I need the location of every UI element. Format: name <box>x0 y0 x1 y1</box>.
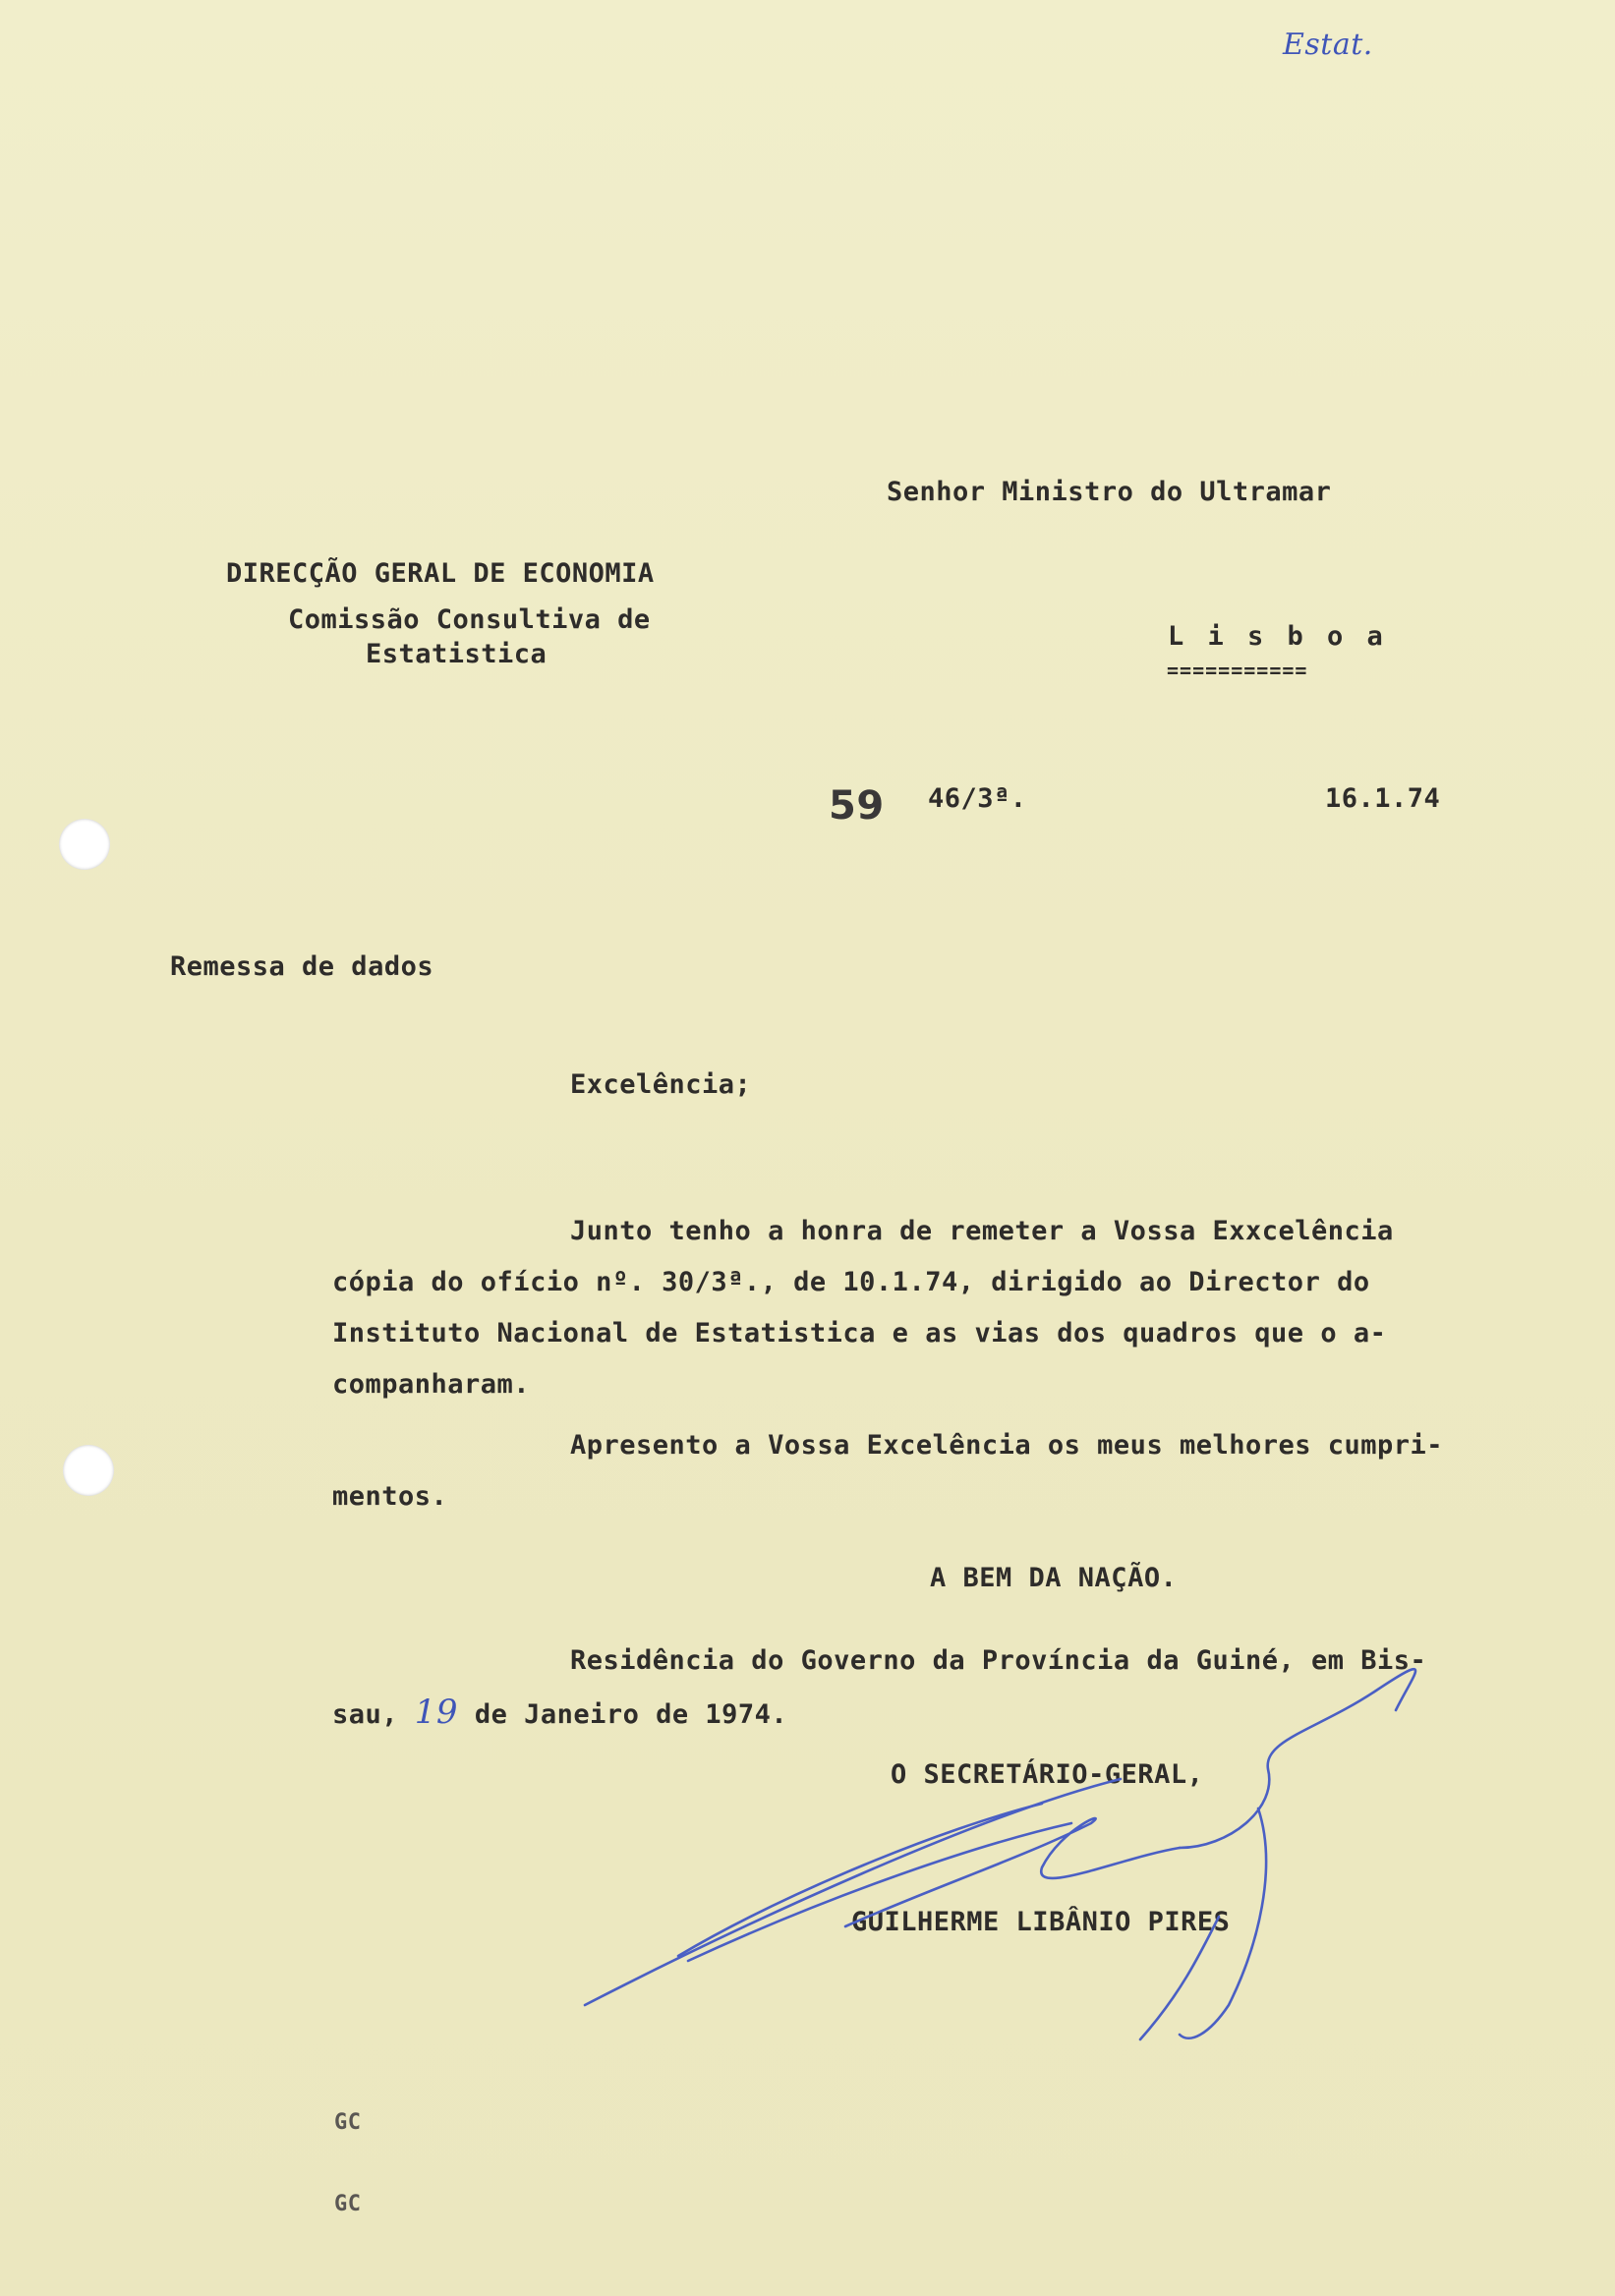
footer-initials-1: GC <box>334 2110 362 2135</box>
city-underline: =========== <box>1167 659 1308 682</box>
motto: A BEM DA NAÇÃO. <box>930 1563 1178 1593</box>
punch-hole-bottom <box>63 1445 114 1496</box>
sender-commission-cont: Estatistica <box>366 639 548 669</box>
body-paragraph-1 <box>332 1206 1610 1410</box>
closing-line: Residência do Governo da Província da Guiné, em Bis- <box>570 1645 1427 1676</box>
reference-date: 16.1.74 <box>1325 783 1441 814</box>
body-line: Instituto Nacional de Estatistica e as vias dos quadros que o a- <box>332 1318 1387 1349</box>
body-line: Apresento a Vossa Excelência os meus melhores cumpri- <box>570 1430 1444 1461</box>
body-line: Junto tenho a honra de remeter a Vossa Exxcelência <box>570 1216 1394 1246</box>
stamp-number: 59 <box>829 783 885 829</box>
body-line: mentos. <box>332 1481 448 1512</box>
body-line: companharam. <box>332 1369 531 1400</box>
reference-number: 46/3ª. <box>928 783 1027 814</box>
signatory-name: GUILHERME LIBÂNIO PIRES <box>851 1907 1231 1937</box>
signatory-title: O SECRETÁRIO-GERAL, <box>891 1759 1204 1790</box>
punch-hole-top <box>59 819 110 870</box>
body-paragraph-2 <box>332 1420 1610 1522</box>
sender-department: DIRECÇÃO GERAL DE ECONOMIA <box>226 558 655 589</box>
subject: Remessa de dados <box>170 951 434 982</box>
city: L i s b o a <box>1168 621 1387 652</box>
closing-paragraph <box>332 1636 1610 1741</box>
salutation: Excelência; <box>570 1069 752 1100</box>
closing-line: sau, 19 de Janeiro de 1974. <box>332 1693 788 1732</box>
body-line: cópia do ofício nº. 30/3ª., de 10.1.74, dirigido ao Director do <box>332 1267 1370 1297</box>
addressee: Senhor Ministro do Ultramar <box>887 477 1332 507</box>
corner-note: Estat. <box>1283 28 1373 62</box>
handwritten-day: 19 <box>414 1693 459 1732</box>
sender-commission: Comissão Consultiva de <box>288 604 651 635</box>
footer-initials-2: GC <box>334 2192 362 2216</box>
